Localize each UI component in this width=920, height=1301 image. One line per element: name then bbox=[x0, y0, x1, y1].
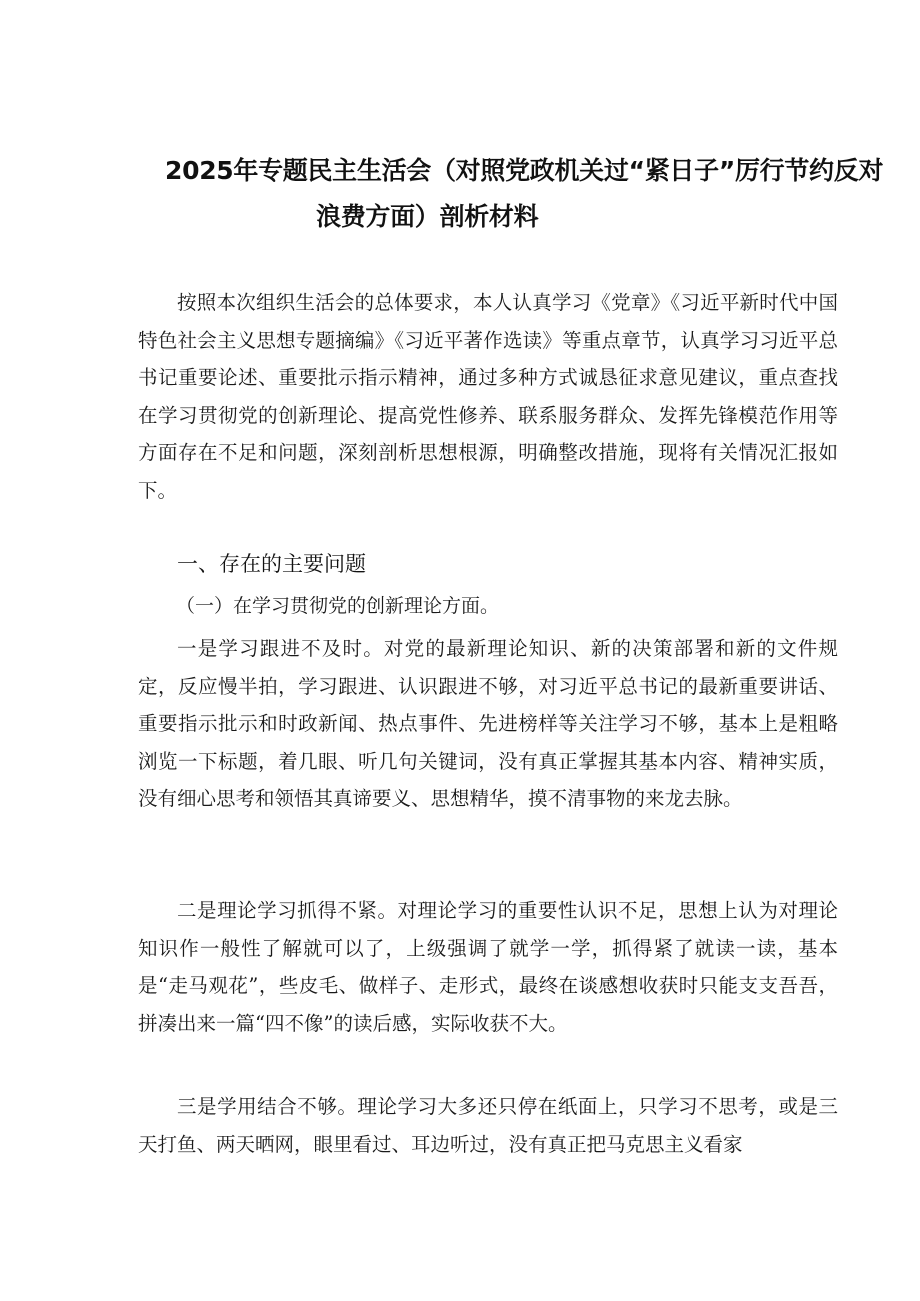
document-title-line1: 2025年专题民主生活会（对照党政机关过“紧日子”厉行节约反对 bbox=[165, 156, 884, 185]
intro-paragraph: 按照本次组织生活会的总体要求，本人认真学习《党章》《习近平新时代中国特色社会主义思想专题摘编》《习近平著作选读》等重点章节，认真学习习近平总书记重要论述、重要批示指示精神，通过多种方式诚恳征求意见建议，重点查找在学习贯彻党的创新理论、提高党性修养、联系服务群众、发挥先锋模范作用等方面存在不足和问题，深刻剖析思想根源，明确整改措施，现将有关情况汇报如下。 bbox=[138, 291, 838, 502]
section1-heading: 一、存在的主要问题 bbox=[177, 552, 366, 576]
point3-paragraph: 三是学用结合不够。理论学习大多还只停在纸面上，只学习不思考，或是三天打鱼、两天晒网，眼里看过、耳边听过，没有真正把马克思主义看家 bbox=[138, 1095, 838, 1156]
point2-paragraph: 二是理论学习抓得不紧。对理论学习的重要性认识不足，思想上认为对理论知识作一般性了解就可以了，上级强调了就学一学，抓得紧了就读一读，基本是“走马观花”，些皮毛、做样子、走形式，最终在谈感想收获时只能支支吾吾，拼凑出来一篇“四不像”的读后感，实际收获不大。 bbox=[138, 899, 838, 1035]
subsection1-heading: （一）在学习贯彻党的创新理论方面。 bbox=[176, 595, 500, 617]
document-title-line2: 浪费方面）剖析材料 bbox=[316, 202, 539, 231]
point1-paragraph: 一是学习跟进不及时。对党的最新理论知识、新的决策部署和新的文件规定，反应慢半拍，学习跟进、认识跟进不够，对习近平总书记的最新重要讲话、重要指示批示和时政新闻、热点事件、先进榜样等关注学习不够，基本上是粗略浏览一下标题，着几眼、听几句关键词，没有真正掌握其基本内容、精神实质，没有细心思考和领悟其真谛要义、思想精华，摸不清事物的来龙去脉。 bbox=[138, 637, 838, 810]
